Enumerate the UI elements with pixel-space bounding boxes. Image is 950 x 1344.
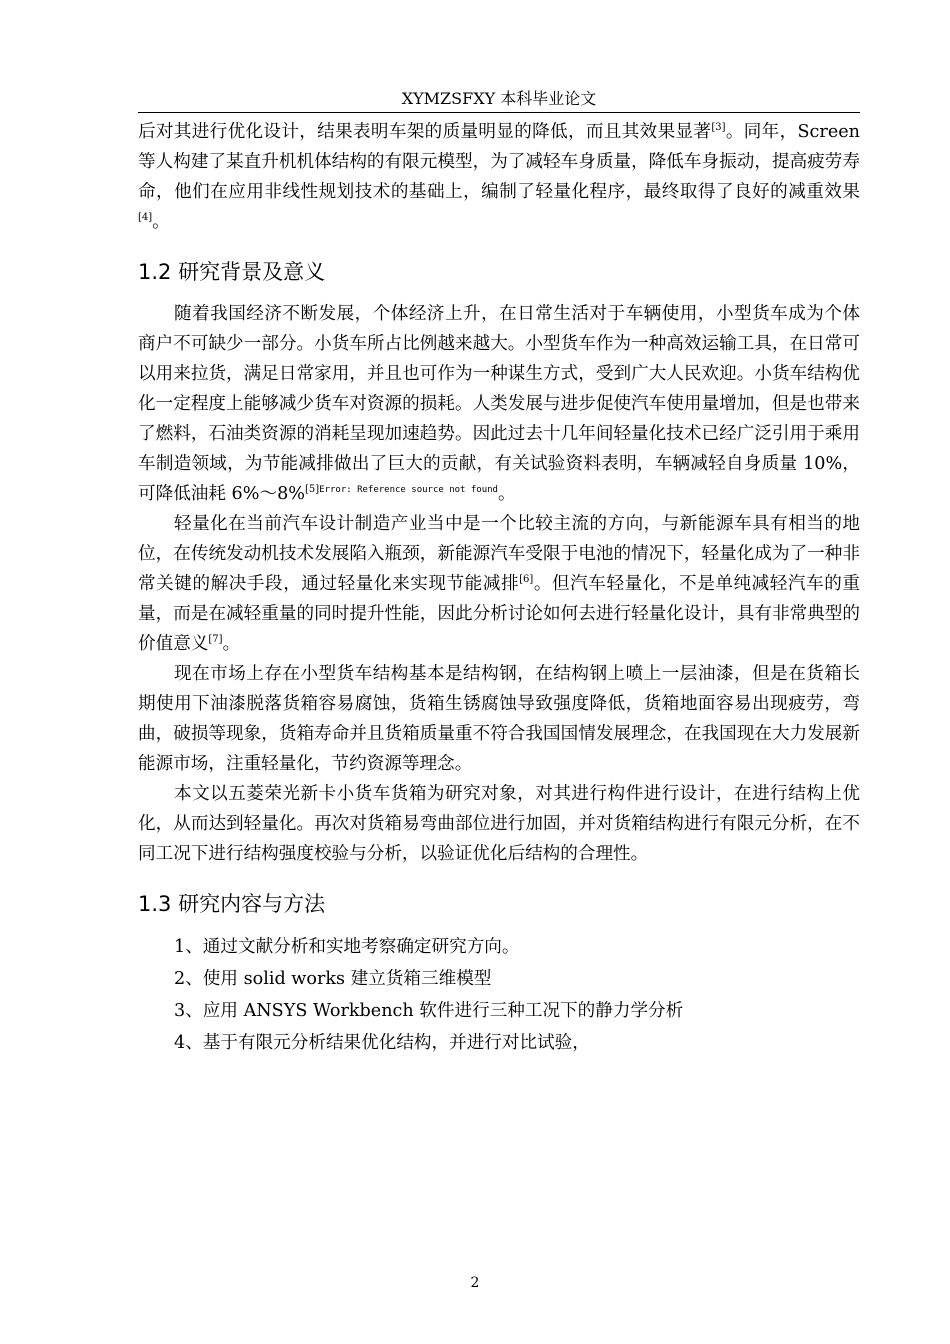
- section-heading-1-2: 1.2 研究背景及意义: [138, 260, 326, 284]
- citation: [7]: [208, 634, 223, 646]
- page-number: 2: [470, 1275, 480, 1291]
- section-heading-1-3: 1.3 研究内容与方法: [138, 892, 326, 916]
- list-item: 2、使用 solid works 建立货箱三维模型: [174, 969, 492, 989]
- list-item: 4、基于有限元分析结果优化结构，并进行对比试验，: [174, 1033, 590, 1053]
- running-header: XYMZSFXY 本科毕业论文: [401, 89, 597, 108]
- background-paragraph-1: 随着我国经济不断发展，个体经济上升，在日常生活对于车辆使用，小型货车成为个体商户不可缺少一部分。小货车所占比例越来越大。小型货车作为一种高效运输工具，在日常可以用来拉货，满足日常家用，并且也可作为一种谋生方式，受到广大人民欢迎。小货车结构优化一定程度上能够减少货车对资源的损耗。人类发展与进步促使汽车使用量增加，但是也带来了燃料，石油类资源的消耗呈现加速趋势。因此过去十几年间轻量化技术已经广泛引用于乘用车制造领域，为节能减排做出了巨大的贡献，有关试验资料表明，车辆减轻自身质量 10%，可降低油耗 6%～8%$^{[5]Error: Reference source not found}$。: [138, 304, 860, 504]
- header-rule: [138, 112, 860, 113]
- page-body: [138, 117, 860, 1059]
- background-paragraph-3: 现在市场上存在小型货车结构基本是结构钢，在结构钢上喷上一层油漆，但是在货箱长期使用下油漆脱落货箱容易腐蚀，货箱生锈腐蚀导致强度降低，货箱地面容易出现疲劳，弯曲，破损等现象，货箱寿命并且货箱质量重不符合我国国情发展理念，在我国现在大力发展新能源市场，注重轻量化，节约资源等理念。: [138, 664, 860, 774]
- list-item: 3、应用 ANSYS Workbench 软件进行三种工况下的静力学分析: [174, 1001, 684, 1021]
- citation: [3]: [711, 122, 726, 134]
- citation: [5]: [304, 484, 320, 496]
- background-paragraph-2: 轻量化在当前汽车设计制造产业当中是一个比较主流的方向，与新能源车具有相当的地位，在传统发动机技术发展陷入瓶颈，新能源汽车受限于电池的情况下，轻量化成为了一种非常关键的解决手段，通过轻量化来实现节能减排[6]。但汽车轻量化，不是单纯减轻汽车的重量，而是在减轻重量的同时提升性能，因此分析讨论如何去进行轻量化设计，具有非常典型的价值意义[7]。: [138, 514, 860, 654]
- citation: [4]: [138, 212, 153, 224]
- list-item: 1、通过文献分析和实地考察确定研究方向。: [174, 937, 520, 957]
- background-paragraph-4: 本文以五菱荣光新卡小货车货箱为研究对象，对其进行构件进行设计，在进行结构上优化，从而达到轻量化。再次对货箱易弯曲部位进行加固，并对货箱结构进行有限元分析，在不同工况下进行结构强度校验与分析，以验证优化后结构的合理性。: [138, 784, 860, 864]
- reference-error: Error: Reference source not found: [319, 485, 498, 496]
- intro-paragraph: 后对其进行优化设计，结果表明车架的质量明显的降低，而且其效果显著[3]。同年，Screen 等人构建了某直升机机体结构的有限元模型，为了减轻车身质量，降低车身振动，提高疲劳寿命，他们在应用非线性规划技术的基础上，编制了轻量化程序，最终取得了良好的减重效果[4]。: [138, 122, 860, 232]
- citation: [6]: [519, 574, 534, 586]
